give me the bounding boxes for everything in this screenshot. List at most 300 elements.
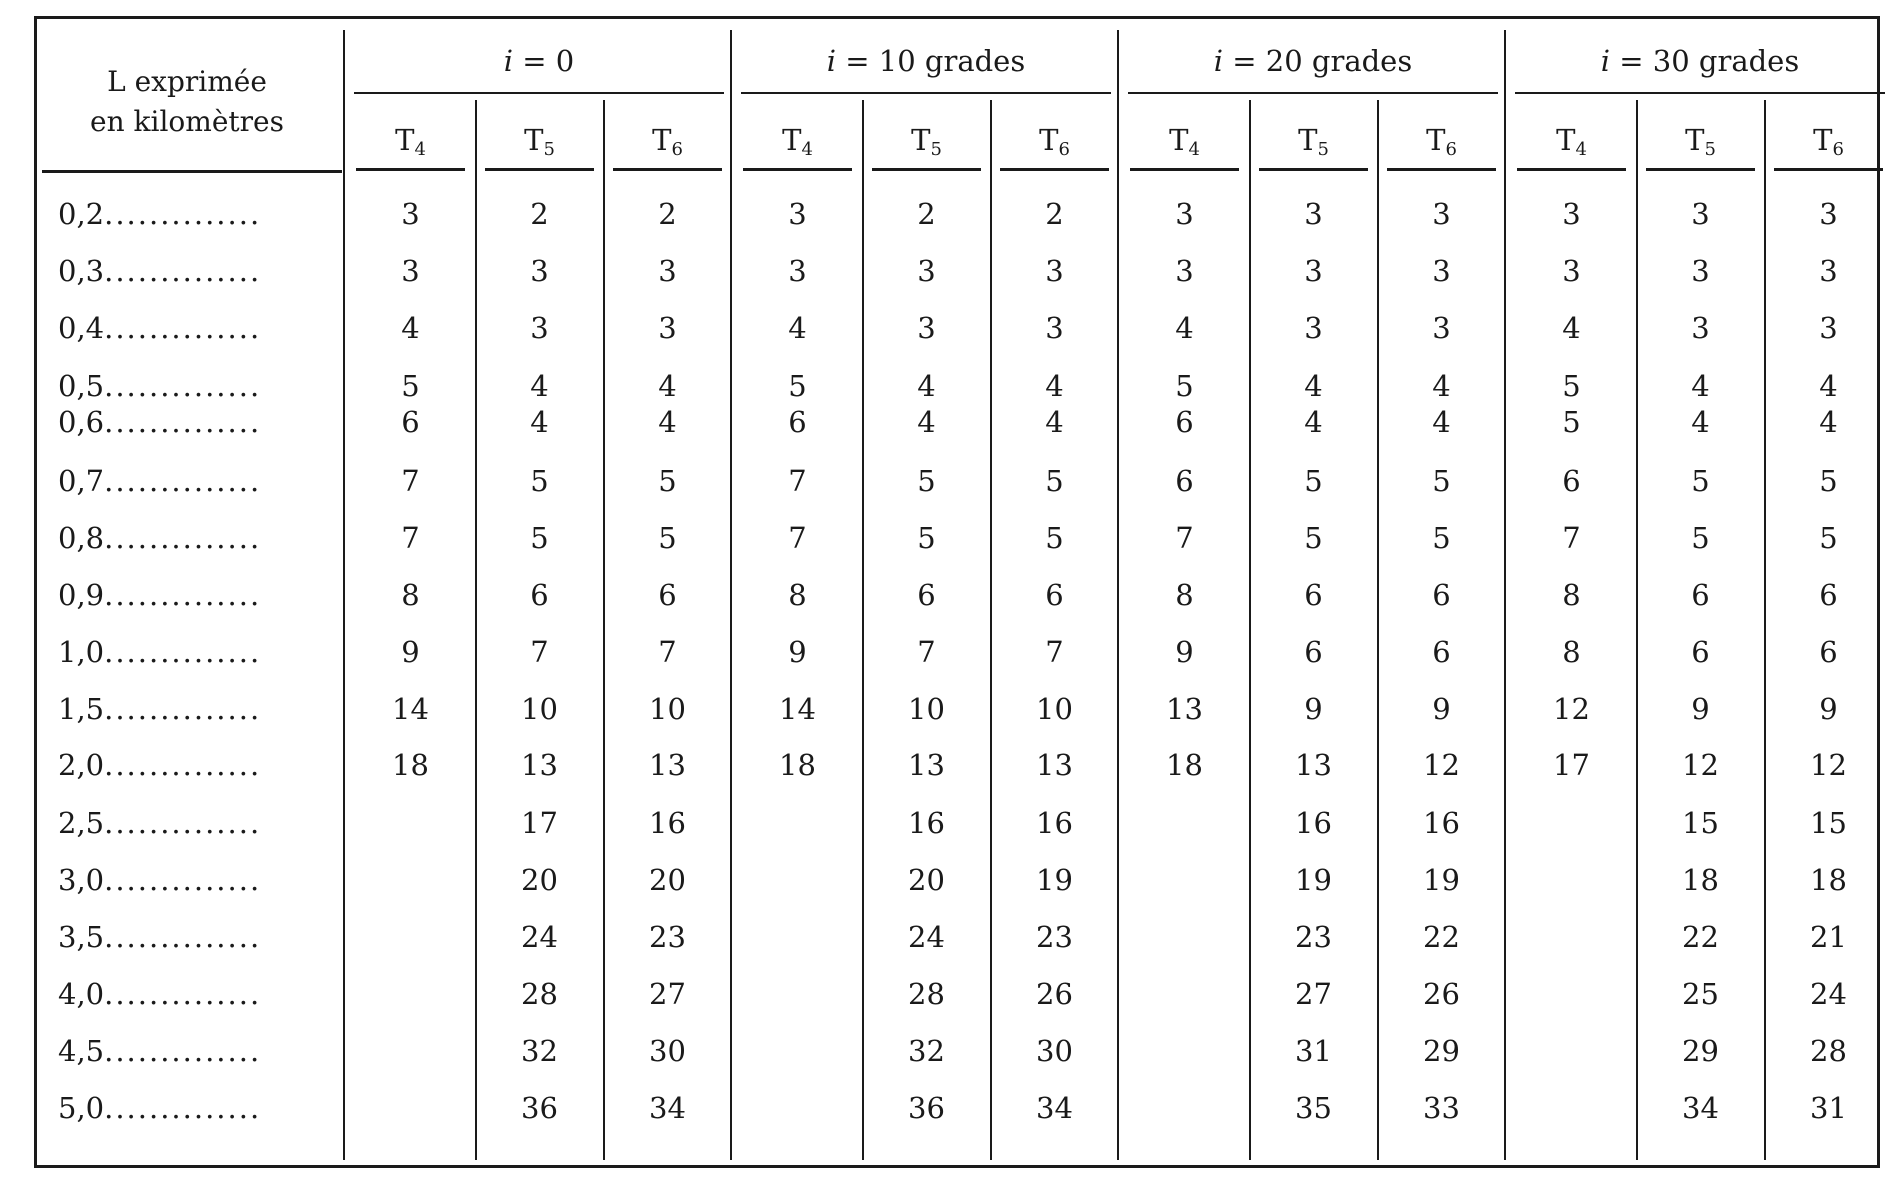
row-label: [58, 251, 338, 291]
table-cell: 3: [401, 254, 420, 288]
table-cell: 23: [1036, 920, 1073, 954]
row-label-value: 0,3: [58, 254, 105, 288]
table-cell: 4: [1691, 369, 1710, 403]
table-cell: 5: [530, 521, 549, 555]
group-header-variable: i: [1213, 44, 1224, 78]
table-cell: 31: [1810, 1091, 1847, 1125]
row-label-value: 0,4: [58, 311, 105, 345]
row-label: [58, 366, 338, 406]
table-cell: 6: [1304, 635, 1323, 669]
sub-column-rule: [872, 168, 981, 171]
table-cell: 3: [1045, 254, 1064, 288]
table-cell: 4: [530, 405, 549, 439]
table-cell: 3: [1175, 197, 1194, 231]
row-label-value: 3,5: [58, 920, 105, 954]
table-cell: 3: [1819, 197, 1838, 231]
row-label: [58, 308, 338, 348]
leader-dots: ..............: [104, 1091, 262, 1125]
row-label: [58, 917, 338, 957]
table-cell: 2: [1045, 197, 1064, 231]
row-label-value: 0,5: [58, 369, 105, 403]
table-cell: 6: [917, 578, 936, 612]
sub-column-header: [1120, 118, 1249, 162]
table-cell: 10: [521, 692, 558, 726]
table-cell: 4: [658, 405, 677, 439]
leader-dots: ..............: [104, 254, 262, 288]
table-cell: 3: [1691, 311, 1710, 345]
table-cell: 10: [649, 692, 686, 726]
sub-column-header: [733, 118, 862, 162]
table-cell: 13: [521, 748, 558, 782]
table-cell: 5: [1691, 464, 1710, 498]
table-cell: 15: [1682, 806, 1719, 840]
table-cell: 4: [788, 311, 807, 345]
table-cell: 8: [788, 578, 807, 612]
table-cell: 10: [908, 692, 945, 726]
table-cell: 3: [658, 254, 677, 288]
table-cell: 6: [1562, 464, 1581, 498]
table-cell: 28: [908, 977, 945, 1011]
table-cell: 22: [1682, 920, 1719, 954]
table-cell: 6: [788, 405, 807, 439]
row-label: [58, 194, 338, 234]
leader-dots: ..............: [104, 692, 262, 726]
column-separator: [343, 30, 345, 1160]
sub-column-header: [862, 118, 991, 162]
table-cell: 19: [1295, 863, 1332, 897]
leader-dots: ..............: [104, 311, 262, 345]
table-cell: 29: [1423, 1034, 1460, 1068]
row-label-value: 5,0: [58, 1091, 105, 1125]
group-header-rule: [1515, 92, 1885, 94]
table-cell: 6: [1691, 578, 1710, 612]
table-cell: 4: [1045, 369, 1064, 403]
row-label-value: 0,7: [58, 464, 105, 498]
table-cell: 6: [1819, 578, 1838, 612]
table-cell: 7: [788, 464, 807, 498]
group-header: [1507, 38, 1893, 84]
sub-column-rule: [1259, 168, 1368, 171]
table-cell: 30: [649, 1034, 686, 1068]
table-cell: 34: [1682, 1091, 1719, 1125]
group-header-variable: i: [826, 44, 837, 78]
table-cell: 5: [1175, 369, 1194, 403]
table-cell: 2: [530, 197, 549, 231]
table-cell: 3: [1432, 197, 1451, 231]
row-label: [58, 632, 338, 672]
sub-column-header: [990, 118, 1119, 162]
table-cell: 7: [401, 521, 420, 555]
row-label: [58, 1088, 338, 1128]
table-cell: 13: [649, 748, 686, 782]
table-cell: 7: [788, 521, 807, 555]
table-cell: 13: [1036, 748, 1073, 782]
table-cell: 9: [788, 635, 807, 669]
sub-column-letter: T: [1426, 123, 1446, 157]
table-cell: 24: [521, 920, 558, 954]
table-cell: 27: [1295, 977, 1332, 1011]
table-cell: 7: [1175, 521, 1194, 555]
table-cell: 8: [1562, 635, 1581, 669]
sub-column-header: [1377, 118, 1506, 162]
group-header: [346, 38, 732, 84]
table-cell: 16: [649, 806, 686, 840]
table-cell: 28: [1810, 1034, 1847, 1068]
leader-dots: ..............: [104, 405, 262, 439]
sub-column-letter: T: [1169, 123, 1189, 157]
table-cell: 10: [1036, 692, 1073, 726]
table-cell: 30: [1036, 1034, 1073, 1068]
table-cell: 14: [779, 692, 816, 726]
table-cell: 26: [1036, 977, 1073, 1011]
table-cell: 8: [401, 578, 420, 612]
group-header-variable: i: [1600, 44, 1611, 78]
sub-column-header: [1764, 118, 1893, 162]
row-label-value: 4,0: [58, 977, 105, 1011]
table-cell: 9: [401, 635, 420, 669]
table-cell: 5: [1304, 464, 1323, 498]
sub-column-letter: T: [1298, 123, 1318, 157]
table-cell: 21: [1810, 920, 1847, 954]
sub-column-index: 4: [801, 139, 813, 160]
row-label: [58, 518, 338, 558]
group-header: [733, 38, 1119, 84]
table-cell: 18: [1166, 748, 1203, 782]
table-cell: 3: [917, 311, 936, 345]
table-cell: 32: [908, 1034, 945, 1068]
table-cell: 5: [1562, 405, 1581, 439]
leader-dots: ..............: [104, 920, 262, 954]
leader-dots: ..............: [104, 748, 262, 782]
table-cell: 3: [788, 197, 807, 231]
table-cell: 4: [1819, 405, 1838, 439]
table-cell: 34: [1036, 1091, 1073, 1125]
group-header-value: 30: [1652, 44, 1699, 78]
table-cell: 23: [649, 920, 686, 954]
table-cell: 5: [1819, 464, 1838, 498]
sub-column-index: 6: [1445, 139, 1457, 160]
table-cell: 12: [1423, 748, 1460, 782]
sub-column-rule: [1774, 168, 1883, 171]
group-header-rule: [354, 92, 724, 94]
table-cell: 4: [1304, 369, 1323, 403]
table-cell: 9: [1432, 692, 1451, 726]
table-cell: 9: [1304, 692, 1323, 726]
table-cell: 4: [1691, 405, 1710, 439]
table-cell: 25: [1682, 977, 1719, 1011]
sub-column-rule: [1646, 168, 1755, 171]
table-cell: 4: [1432, 405, 1451, 439]
table-cell: 5: [530, 464, 549, 498]
row-label-value: 3,0: [58, 863, 105, 897]
table-cell: 3: [401, 197, 420, 231]
group-header-equals: =: [1610, 44, 1653, 78]
table-cell: 3: [1304, 254, 1323, 288]
table-cell: 3: [1175, 254, 1194, 288]
table-cell: 4: [917, 405, 936, 439]
group-header-unit: grades: [1311, 44, 1413, 78]
sub-column-letter: T: [1039, 123, 1059, 157]
table-cell: 6: [1304, 578, 1323, 612]
row-label-value: 2,0: [58, 748, 105, 782]
sub-column-letter: T: [782, 123, 802, 157]
sub-column-letter: T: [524, 123, 544, 157]
sub-column-rule: [613, 168, 722, 171]
table-cell: 5: [917, 521, 936, 555]
sub-column-letter: T: [395, 123, 415, 157]
table-cell: 3: [530, 311, 549, 345]
table-cell: 15: [1810, 806, 1847, 840]
row-label-value: 0,8: [58, 521, 105, 555]
sub-column-index: 4: [414, 139, 426, 160]
group-header-rule: [1128, 92, 1498, 94]
sub-column-index: 5: [930, 139, 942, 160]
table-cell: 13: [908, 748, 945, 782]
table-cell: 3: [788, 254, 807, 288]
table-cell: 4: [1304, 405, 1323, 439]
row-label: [58, 1031, 338, 1071]
table-cell: 7: [917, 635, 936, 669]
sub-column-index: 6: [1058, 139, 1070, 160]
group-header-value: 20: [1265, 44, 1312, 78]
sub-column-header: [1636, 118, 1765, 162]
table-cell: 3: [1432, 254, 1451, 288]
table-cell: 5: [1562, 369, 1581, 403]
table-cell: 5: [1691, 521, 1710, 555]
row-label: [58, 803, 338, 843]
table-cell: 4: [917, 369, 936, 403]
row-label-value: 0,2: [58, 197, 105, 231]
sub-column-header: [475, 118, 604, 162]
table-cell: 22: [1423, 920, 1460, 954]
table-cell: 9: [1691, 692, 1710, 726]
leader-dots: ..............: [104, 806, 262, 840]
table-cell: 27: [649, 977, 686, 1011]
table-cell: 5: [917, 464, 936, 498]
label-header-line-1: L exprimée: [107, 65, 267, 98]
table-cell: 3: [658, 311, 677, 345]
table-cell: 6: [401, 405, 420, 439]
table-cell: 18: [1682, 863, 1719, 897]
table-cell: 3: [917, 254, 936, 288]
sub-column-index: 6: [1832, 139, 1844, 160]
table-cell: 5: [658, 521, 677, 555]
table-cell: 28: [521, 977, 558, 1011]
table-cell: 24: [1810, 977, 1847, 1011]
group-header-variable: i: [503, 44, 514, 78]
table-cell: 6: [1691, 635, 1710, 669]
table-cell: 4: [1562, 311, 1581, 345]
row-label-value: 2,5: [58, 806, 105, 840]
table-cell: 3: [1432, 311, 1451, 345]
sub-column-index: 6: [671, 139, 683, 160]
table-cell: 20: [521, 863, 558, 897]
sub-column-letter: T: [652, 123, 672, 157]
table-cell: 26: [1423, 977, 1460, 1011]
leader-dots: ..............: [104, 1034, 262, 1068]
table-cell: 16: [1036, 806, 1073, 840]
table-cell: 3: [1819, 254, 1838, 288]
table-cell: 3: [1819, 311, 1838, 345]
table-cell: 6: [1175, 405, 1194, 439]
table-cell: 6: [1432, 635, 1451, 669]
table-cell: 29: [1682, 1034, 1719, 1068]
table-cell: 18: [1810, 863, 1847, 897]
sub-column-index: 4: [1575, 139, 1587, 160]
table-cell: 2: [658, 197, 677, 231]
table-cell: 19: [1423, 863, 1460, 897]
group-header-value: 0: [555, 44, 575, 78]
table-cell: 3: [1045, 311, 1064, 345]
leader-dots: ..............: [104, 578, 262, 612]
row-label-value: 0,6: [58, 405, 105, 439]
sub-column-rule: [743, 168, 852, 171]
table-cell: 3: [1304, 311, 1323, 345]
sub-column-letter: T: [911, 123, 931, 157]
table-cell: 14: [392, 692, 429, 726]
table-cell: 4: [530, 369, 549, 403]
table-cell: 33: [1423, 1091, 1460, 1125]
table-cell: 5: [401, 369, 420, 403]
table-cell: 6: [1819, 635, 1838, 669]
group-header-unit: grades: [1698, 44, 1800, 78]
table-cell: 34: [649, 1091, 686, 1125]
leader-dots: ..............: [104, 521, 262, 555]
table-cell: 17: [521, 806, 558, 840]
table-cell: 36: [908, 1091, 945, 1125]
table-cell: 7: [530, 635, 549, 669]
sub-column-header: [1507, 118, 1636, 162]
table-cell: 7: [401, 464, 420, 498]
table-cell: 6: [1175, 464, 1194, 498]
table-cell: 5: [1304, 521, 1323, 555]
row-label: [58, 974, 338, 1014]
table-cell: 12: [1810, 748, 1847, 782]
table-cell: 23: [1295, 920, 1332, 954]
label-column-header: [42, 62, 332, 142]
table-cell: 9: [1175, 635, 1194, 669]
leader-dots: ..............: [104, 977, 262, 1011]
leader-dots: ..............: [104, 635, 262, 669]
table-cell: 4: [1819, 369, 1838, 403]
table-cell: 12: [1553, 692, 1590, 726]
table-cell: 4: [658, 369, 677, 403]
sub-column-rule: [1517, 168, 1626, 171]
table-cell: 16: [908, 806, 945, 840]
table-cell: 3: [530, 254, 549, 288]
row-label: [58, 461, 338, 501]
row-label-value: 1,0: [58, 635, 105, 669]
table-cell: 31: [1295, 1034, 1332, 1068]
table-cell: 2: [917, 197, 936, 231]
row-label: [58, 575, 338, 615]
sub-column-rule: [356, 168, 465, 171]
row-label-value: 4,5: [58, 1034, 105, 1068]
group-header-equals: =: [1223, 44, 1266, 78]
table-cell: 4: [401, 311, 420, 345]
table-cell: 13: [1295, 748, 1332, 782]
leader-dots: ..............: [104, 464, 262, 498]
table-cell: 16: [1423, 806, 1460, 840]
table-cell: 6: [1432, 578, 1451, 612]
row-label: [58, 745, 338, 785]
group-header-value: 10: [878, 44, 925, 78]
table-cell: 3: [1562, 254, 1581, 288]
row-label-value: 1,5: [58, 692, 105, 726]
table-cell: 7: [1562, 521, 1581, 555]
table-cell: 16: [1295, 806, 1332, 840]
table-cell: 20: [908, 863, 945, 897]
table-cell: 4: [1432, 369, 1451, 403]
group-header-equals: =: [836, 44, 879, 78]
row-label: [58, 689, 338, 729]
sub-column-rule: [1387, 168, 1496, 171]
group-header-rule: [741, 92, 1111, 94]
leader-dots: ..............: [104, 369, 262, 403]
table-cell: 35: [1295, 1091, 1332, 1125]
table-cell: 5: [1045, 464, 1064, 498]
table-cell: 17: [1553, 748, 1590, 782]
table-cell: 3: [1691, 197, 1710, 231]
table-cell: 6: [658, 578, 677, 612]
table-cell: 3: [1562, 197, 1581, 231]
sub-column-header: [1249, 118, 1378, 162]
table-cell: 5: [658, 464, 677, 498]
table-cell: 3: [1304, 197, 1323, 231]
table-cell: 9: [1819, 692, 1838, 726]
leader-dots: ..............: [104, 863, 262, 897]
table-cell: 6: [1045, 578, 1064, 612]
group-header-equals: =: [513, 44, 556, 78]
table-cell: 32: [521, 1034, 558, 1068]
sub-column-header: [603, 118, 732, 162]
sub-column-index: 5: [1317, 139, 1329, 160]
table-cell: 6: [530, 578, 549, 612]
sub-column-index: 4: [1188, 139, 1200, 160]
sub-column-rule: [1000, 168, 1109, 171]
group-header: [1120, 38, 1506, 84]
table-cell: 12: [1682, 748, 1719, 782]
table-cell: 5: [1432, 464, 1451, 498]
row-label: [58, 402, 338, 442]
table-cell: 8: [1175, 578, 1194, 612]
sub-column-header: [346, 118, 475, 162]
table-cell: 7: [658, 635, 677, 669]
label-header-line-2: en kilomètres: [90, 105, 284, 138]
row-label-value: 0,9: [58, 578, 105, 612]
group-header-unit: grades: [924, 44, 1026, 78]
sub-column-index: 5: [1704, 139, 1716, 160]
table-cell: 3: [1691, 254, 1710, 288]
table-cell: 19: [1036, 863, 1073, 897]
table-cell: 20: [649, 863, 686, 897]
sub-column-rule: [1130, 168, 1239, 171]
table-cell: 5: [1432, 521, 1451, 555]
table-cell: 18: [392, 748, 429, 782]
table-cell: 4: [1175, 311, 1194, 345]
table-cell: 4: [1045, 405, 1064, 439]
table-cell: 13: [1166, 692, 1203, 726]
sub-column-index: 5: [543, 139, 555, 160]
sub-column-letter: T: [1556, 123, 1576, 157]
sub-column-rule: [485, 168, 594, 171]
table-cell: 36: [521, 1091, 558, 1125]
table-cell: 8: [1562, 578, 1581, 612]
table-cell: 5: [788, 369, 807, 403]
sub-column-letter: T: [1813, 123, 1833, 157]
row-label: [58, 860, 338, 900]
table-cell: 5: [1819, 521, 1838, 555]
